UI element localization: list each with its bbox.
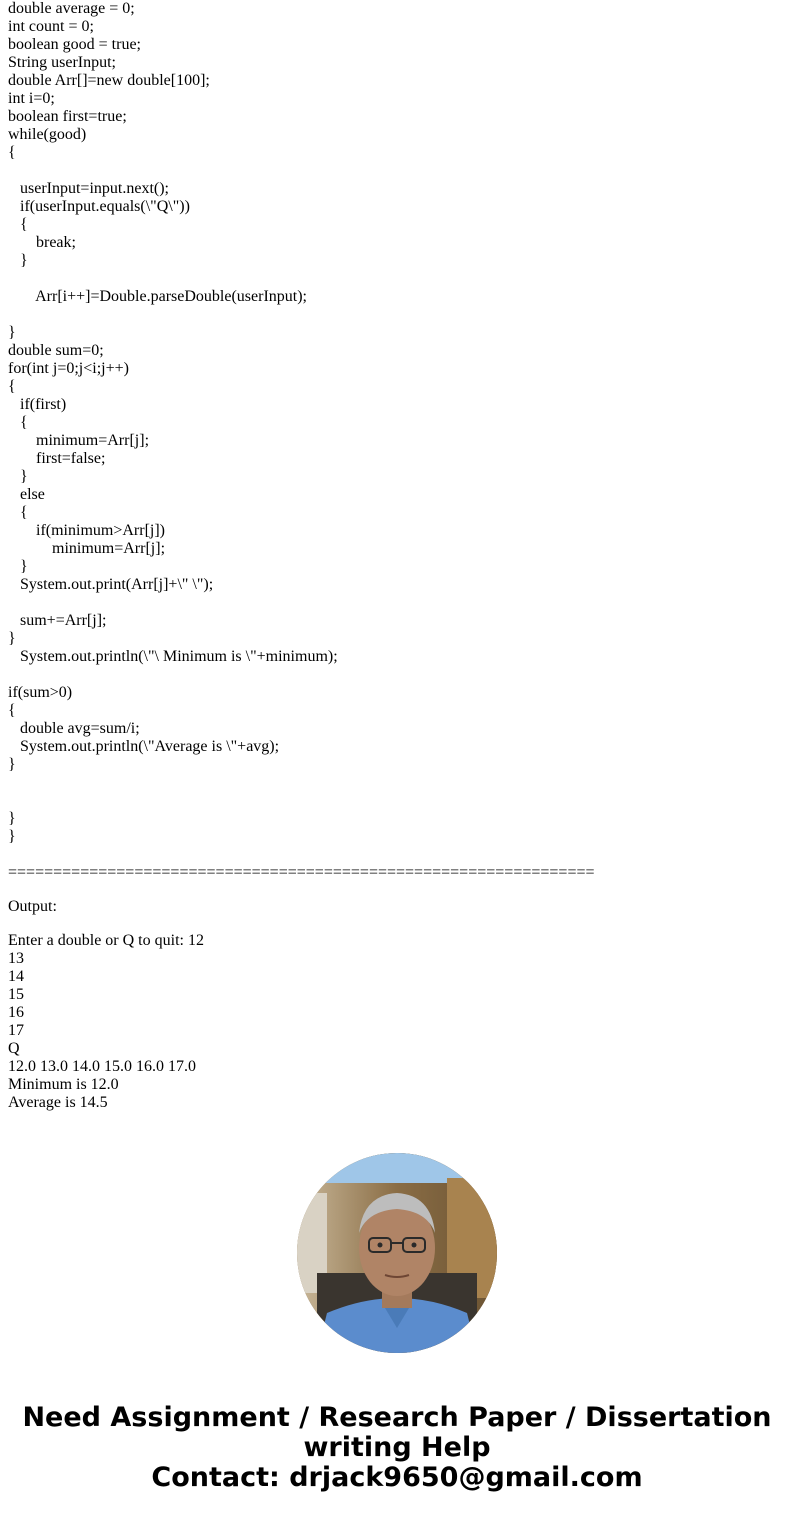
code-line: sum+=Arr[j]; <box>8 612 107 629</box>
code-line: { <box>8 216 28 233</box>
code-line: Arr[i++]=Double.parseDouble(userInput); <box>8 288 307 305</box>
code-line: System.out.println(\"Average is \"+avg); <box>8 738 280 755</box>
code-line: boolean good = true; <box>8 36 141 53</box>
output-line: Q <box>8 1040 20 1057</box>
code-line: { <box>8 504 28 521</box>
code-line: { <box>8 378 16 395</box>
code-line: while(good) <box>8 126 87 143</box>
output-line: 16 <box>8 1004 24 1021</box>
code-line <box>8 270 788 288</box>
code-line: double avg=sum/i; <box>8 720 140 737</box>
output-line: 17 <box>8 1022 24 1039</box>
code-line: double average = 0; <box>8 0 135 17</box>
code-listing <box>8 0 788 846</box>
code-line: minimum=Arr[j]; <box>8 540 166 557</box>
code-line: int i=0; <box>8 90 55 107</box>
program-output <box>8 932 788 1112</box>
output-line: 12.0 13.0 14.0 15.0 16.0 17.0 <box>8 1058 196 1075</box>
code-line <box>8 774 788 792</box>
code-line: String userInput; <box>8 54 116 71</box>
promo-banner <box>0 1403 794 1493</box>
code-line: else <box>8 486 45 503</box>
code-line: { <box>8 702 16 719</box>
spacer <box>8 846 788 864</box>
code-line: int count = 0; <box>8 18 94 35</box>
code-line: } <box>8 630 16 647</box>
code-line: for(int j=0;j<i;j++) <box>8 360 129 377</box>
output-line: Enter a double or Q to quit: 12 <box>8 932 204 949</box>
code-line: } <box>8 558 28 575</box>
output-line: Average is 14.5 <box>8 1094 108 1111</box>
code-line: boolean first=true; <box>8 108 127 125</box>
spacer <box>8 916 788 932</box>
code-line: } <box>8 468 28 485</box>
code-line: double sum=0; <box>8 342 104 359</box>
promo-line-2: writing Help <box>303 1432 491 1463</box>
code-line: if(minimum>Arr[j]) <box>8 522 165 539</box>
code-line <box>8 666 788 684</box>
code-line <box>8 306 788 324</box>
code-line: System.out.print(Arr[j]+\" \"); <box>8 576 214 593</box>
code-line: } <box>8 828 16 845</box>
spacer <box>8 882 788 898</box>
code-line <box>8 594 788 612</box>
promo-contact: Contact: drjack9650@gmail.com <box>151 1462 643 1493</box>
code-line: { <box>8 414 28 431</box>
code-line: } <box>8 252 28 269</box>
code-line <box>8 792 788 810</box>
code-line: { <box>8 144 16 161</box>
code-line: } <box>8 756 16 773</box>
code-line: userInput=input.next(); <box>8 180 169 197</box>
code-line <box>8 162 788 180</box>
document-body <box>8 0 788 1112</box>
code-line: minimum=Arr[j]; <box>8 432 150 449</box>
code-line: break; <box>8 234 76 251</box>
code-line: first=false; <box>8 450 106 467</box>
author-photo <box>297 1153 497 1353</box>
separator-line: ================================================================= <box>8 864 595 881</box>
output-line: 14 <box>8 968 24 985</box>
output-line: Minimum is 12.0 <box>8 1076 119 1093</box>
code-line: } <box>8 810 16 827</box>
portrait-image <box>297 1153 497 1353</box>
code-line: if(userInput.equals(\"Q\")) <box>8 198 190 215</box>
output-label: Output: <box>8 898 57 915</box>
promo-line-1: Need Assignment / Research Paper / Dissertation <box>22 1402 772 1433</box>
code-line: double Arr[]=new double[100]; <box>8 72 210 89</box>
code-line: if(sum>0) <box>8 684 73 701</box>
output-line: 13 <box>8 950 24 967</box>
code-line: if(first) <box>8 396 67 413</box>
code-line: } <box>8 324 16 341</box>
code-line: System.out.println(\"\ Minimum is \"+minimum); <box>8 648 338 665</box>
output-line: 15 <box>8 986 24 1003</box>
